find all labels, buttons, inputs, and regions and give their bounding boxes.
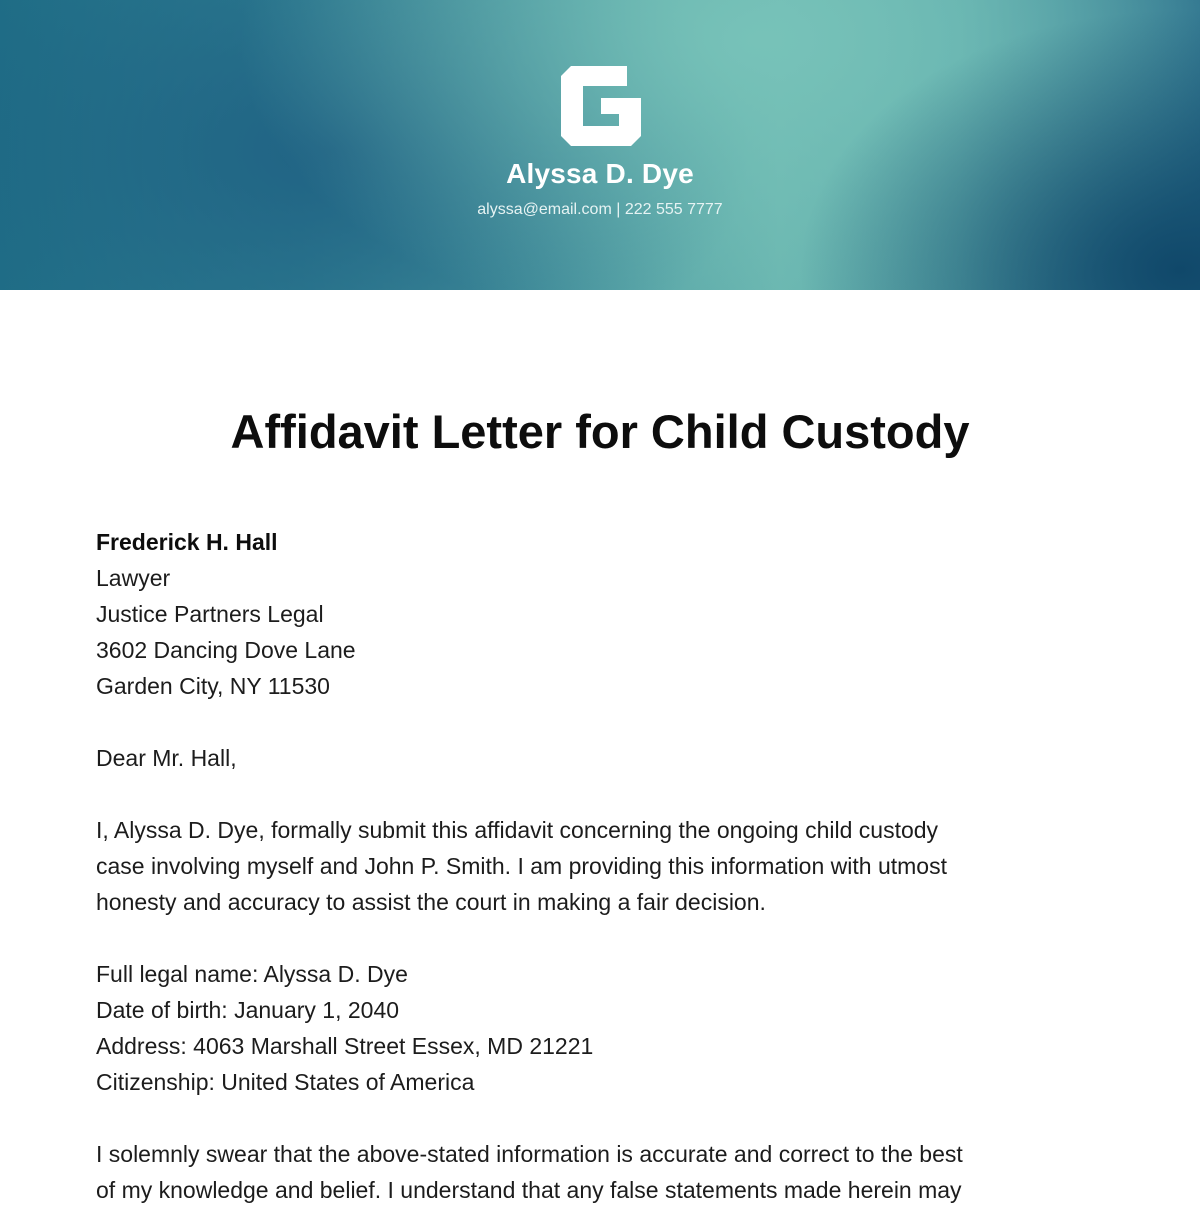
document-title: Affidavit Letter for Child Custody xyxy=(230,405,970,458)
oath-paragraph xyxy=(96,1136,1106,1208)
intro-paragraph xyxy=(96,812,1106,920)
recipient-company: Justice Partners Legal xyxy=(96,601,324,627)
detail-address: Address: 4063 Marshall Street Essex, MD 21221 xyxy=(96,1033,594,1059)
recipient-city: Garden City, NY 11530 xyxy=(96,673,330,699)
recipient-street: 3602 Dancing Dove Lane xyxy=(96,637,356,663)
detail-citizenship: Citizenship: United States of America xyxy=(96,1069,475,1095)
salutation: Dear Mr. Hall, xyxy=(96,745,237,771)
sender-name: Alyssa D. Dye xyxy=(506,158,694,189)
oath-line: of my knowledge and belief. I understand that any false statements made herein may xyxy=(96,1177,962,1203)
logo-icon xyxy=(561,66,643,146)
detail-full-name: Full legal name: Alyssa D. Dye xyxy=(96,961,408,987)
recipient-block xyxy=(96,524,1106,704)
recipient-name: Frederick H. Hall xyxy=(96,529,278,555)
recipient-role: Lawyer xyxy=(96,565,171,591)
intro-line: I, Alyssa D. Dye, formally submit this affidavit concerning the ongoing child custody xyxy=(96,817,939,843)
intro-line: honesty and accuracy to assist the court in making a fair decision. xyxy=(96,889,766,915)
letterhead-banner xyxy=(0,0,1200,290)
oath-line: I solemnly swear that the above-stated information is accurate and correct to the best xyxy=(96,1141,963,1167)
sender-contact: alyssa@email.com | 222 555 7777 xyxy=(477,201,723,218)
letter-body xyxy=(96,524,1106,1208)
personal-details xyxy=(96,956,1106,1100)
intro-line: case involving myself and John P. Smith. I am providing this information with utmost xyxy=(96,853,947,879)
detail-date-of-birth: Date of birth: January 1, 2040 xyxy=(96,997,400,1023)
